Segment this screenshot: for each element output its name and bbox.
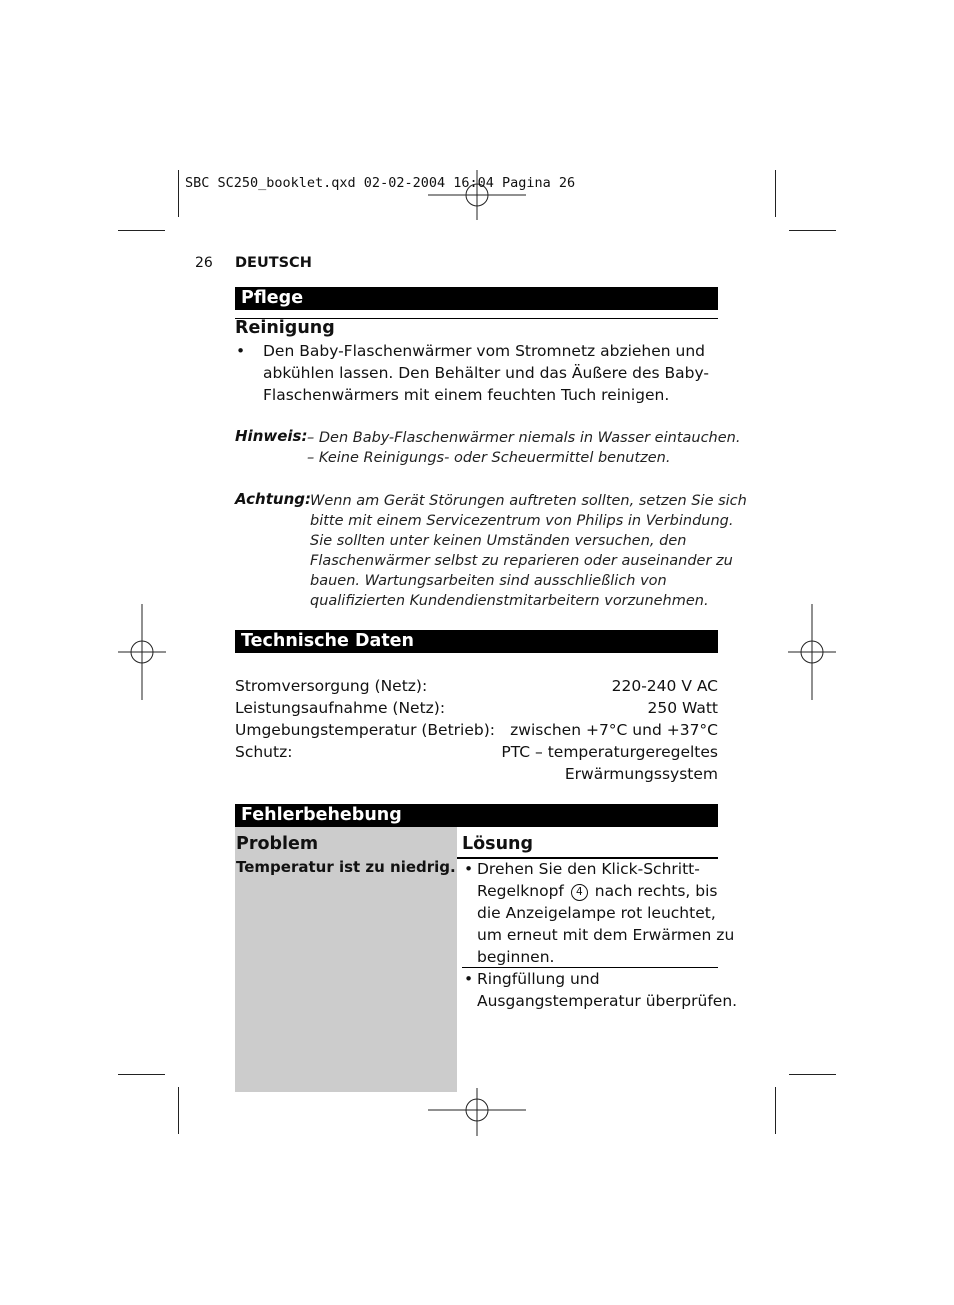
solution-2 xyxy=(477,968,737,1012)
achtung-line: Sie sollten unter keinen Umständen versuchen, den xyxy=(310,533,687,549)
hinweis-line: – Den Baby-Flaschenwärmer niemals in Wasser eintauchen. xyxy=(307,430,741,446)
spec-label: Leistungsaufnahme (Netz): xyxy=(235,699,446,717)
spec-value-continued: Erwärmungssystem xyxy=(564,765,718,783)
solution-line: um erneut mit dem Erwärmen zu xyxy=(477,926,735,944)
achtung-line: qualifizierten Kundendienstmitarbeitern vorzunehmen. xyxy=(310,593,709,609)
spec-value: zwischen +7°C und +37°C xyxy=(510,721,718,739)
page-number: 26 xyxy=(195,255,213,271)
spec-row-umgebungstemperatur xyxy=(235,719,718,741)
knob-number-icon: 4 xyxy=(571,884,588,901)
achtung-line: Wenn am Gerät Störungen auftreten sollten, setzen Sie sich xyxy=(310,493,747,509)
spec-value: PTC – temperaturgeregeltes xyxy=(501,743,718,761)
spec-row-schutz xyxy=(235,741,718,785)
solution-1 xyxy=(477,858,734,968)
solution-line: beginnen. xyxy=(477,948,555,966)
registration-target-right-icon xyxy=(788,604,836,700)
achtung-line: bauen. Wartungsarbeiten sind ausschließlich von xyxy=(310,573,667,589)
bullet-icon: • xyxy=(464,860,474,878)
solution-line: Ausgangstemperatur überprüfen. xyxy=(477,992,738,1010)
section-language: DEUTSCH xyxy=(235,255,312,271)
reinigung-title: Reinigung xyxy=(235,318,335,338)
spec-row-stromversorgung xyxy=(235,675,718,697)
spec-row-leistungsaufnahme xyxy=(235,697,718,719)
crop-mark-br-vertical xyxy=(775,1087,776,1134)
bullet-icon: • xyxy=(236,342,246,360)
solution-line: die Anzeigelampe rot leuchtet, xyxy=(477,904,716,922)
spec-label: Schutz: xyxy=(235,743,293,761)
crop-mark-tr-horizontal xyxy=(789,230,836,231)
crop-mark-tl-vertical xyxy=(178,170,179,217)
file-slug: SBC SC250_booklet.qxd 02-02-2004 16:04 Pagina 26 xyxy=(185,175,576,191)
loesung-header: Lösung xyxy=(462,834,534,854)
reinigung-line: abkühlen lassen. Den Behälter und das Äußere des Baby- xyxy=(263,364,709,382)
solution-line: Drehen Sie den Klick-Schritt- xyxy=(477,860,700,878)
registration-target-bottom-icon xyxy=(428,1088,526,1136)
reinigung-text xyxy=(263,340,709,406)
achtung-line: Flaschenwärmer selbst zu reparieren oder auseinander zu xyxy=(310,553,733,569)
crop-mark-tr-vertical xyxy=(775,170,776,217)
achtung-line: bitte mit einem Servicezentrum von Philips in Verbindung. xyxy=(310,513,734,529)
reinigung-line: Den Baby-Flaschenwärmer vom Stromnetz abziehen und xyxy=(263,342,706,360)
hinweis-text xyxy=(307,428,740,468)
problem-header: Problem xyxy=(236,834,319,854)
hinweis-line: – Keine Reinigungs- oder Scheuermittel benutzen. xyxy=(307,450,671,466)
crop-mark-tl-horizontal xyxy=(118,230,165,231)
achtung-label: Achtung: xyxy=(235,490,311,508)
section-bar-technische-daten: Technische Daten xyxy=(235,630,718,653)
solution-line: Ringfüllung und xyxy=(477,970,600,988)
solution-line xyxy=(477,880,734,902)
reinigung-line: Flaschenwärmers mit einem feuchten Tuch reinigen. xyxy=(263,386,670,404)
crop-mark-br-horizontal xyxy=(789,1074,836,1075)
bullet-icon: • xyxy=(464,970,474,988)
spec-label: Umgebungstemperatur (Betrieb): xyxy=(235,721,495,739)
achtung-text xyxy=(310,491,747,611)
solution-line-part: Regelknopf xyxy=(477,882,564,900)
registration-target-left-icon xyxy=(118,604,166,700)
crop-mark-bl-vertical xyxy=(178,1087,179,1134)
solution-line-part: nach rechts, bis xyxy=(594,882,718,900)
spec-value: 220-240 V AC xyxy=(611,677,718,695)
spec-label: Stromversorgung (Netz): xyxy=(235,677,428,695)
problem-text: Temperatur ist zu niedrig. xyxy=(236,858,456,876)
crop-mark-bl-horizontal xyxy=(118,1074,165,1075)
section-bar-fehlerbehebung: Fehlerbehebung xyxy=(235,804,718,827)
section-bar-pflege: Pflege xyxy=(235,287,718,310)
hinweis-label: Hinweis: xyxy=(235,427,308,445)
spec-value: 250 Watt xyxy=(647,699,718,717)
